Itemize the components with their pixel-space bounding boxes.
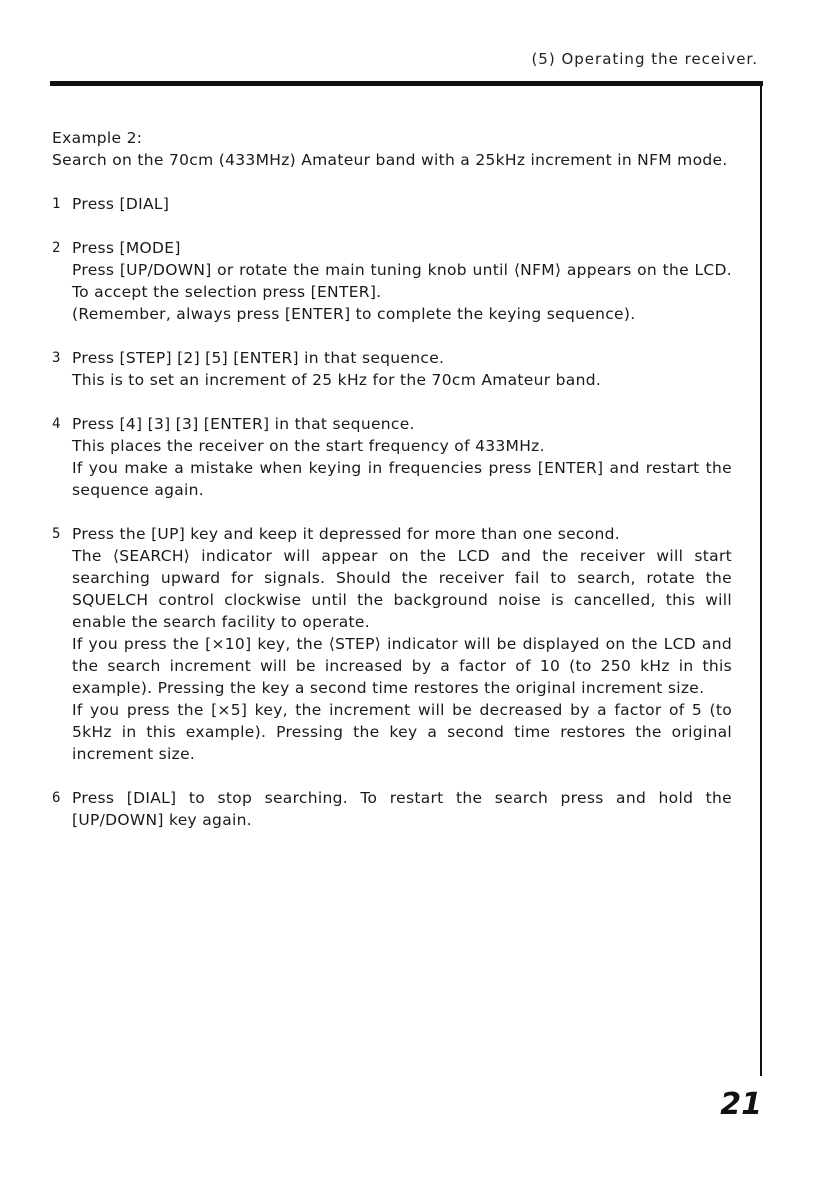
step-number: 6 [52,790,61,806]
section-header: (5) Operating the receiver. [531,50,758,68]
step-4 [52,413,732,501]
step-line: Press [DIAL] to stop searching. To restart the search press and hold the [UP/DOWN] key again. [72,789,732,829]
content [52,127,732,853]
step-note: If you press the [×5] key, the increment will be decreased by a factor of 5 (to 5kHz in this example). Pressing the key a second time restores the original increment size. [72,701,732,763]
step-number: 4 [52,416,61,432]
step-line: (Remember, always press [ENTER] to complete the keying sequence). [72,305,636,323]
step-line: Press the [UP] key and keep it depressed for more than one second. [72,525,620,543]
step-note: If you make a mistake when keying in frequencies press [ENTER] and restart the sequence again. [72,459,732,499]
step-line: Press [DIAL] [72,195,170,213]
step-6 [52,787,732,831]
step-line: The ⟨SEARCH⟩ indicator will appear on the LCD and the receiver will start searching upward for signals. Should the receiver fail to search, rotate the SQUELCH control clockwise until the background noise is cancelled, this will enable the search facility to operate. [72,547,732,631]
step-2 [52,237,732,325]
step-3 [52,347,732,391]
page-number: 21 [720,1087,762,1122]
step-line: This places the receiver on the start frequency of 433MHz. [72,437,545,455]
step-line: Press [MODE] [72,239,181,257]
step-line: Press [4] [3] [3] [ENTER] in that sequence. [72,415,415,433]
step-1 [52,193,732,215]
step-line: Press [STEP] [2] [5] [ENTER] in that sequence. [72,349,445,367]
step-line: Press [UP/DOWN] or rotate the main tuning knob until ⟨NFM⟩ appears on the LCD. To accept the selection press [ENTER]. [72,261,732,301]
step-line: This is to set an increment of 25 kHz for the 70cm Amateur band. [72,371,602,389]
step-5 [52,523,732,765]
step-note: If you press the [×10] key, the ⟨STEP⟩ indicator will be displayed on the LCD and the search increment will be increased by a factor of 10 (to 250 kHz in this example). Pressing the key a second time restores the original increment size. [72,635,732,697]
right-margin-rule [760,81,762,1076]
step-number: 2 [52,240,61,256]
example-intro [52,127,732,171]
header-rule [50,81,763,86]
step-number: 3 [52,350,61,366]
step-number: 5 [52,526,61,542]
example-description: Search on the 70cm (433MHz) Amateur band with a 25kHz increment in NFM mode. [52,151,728,169]
step-number: 1 [52,196,61,212]
example-label: Example 2: [52,129,143,147]
